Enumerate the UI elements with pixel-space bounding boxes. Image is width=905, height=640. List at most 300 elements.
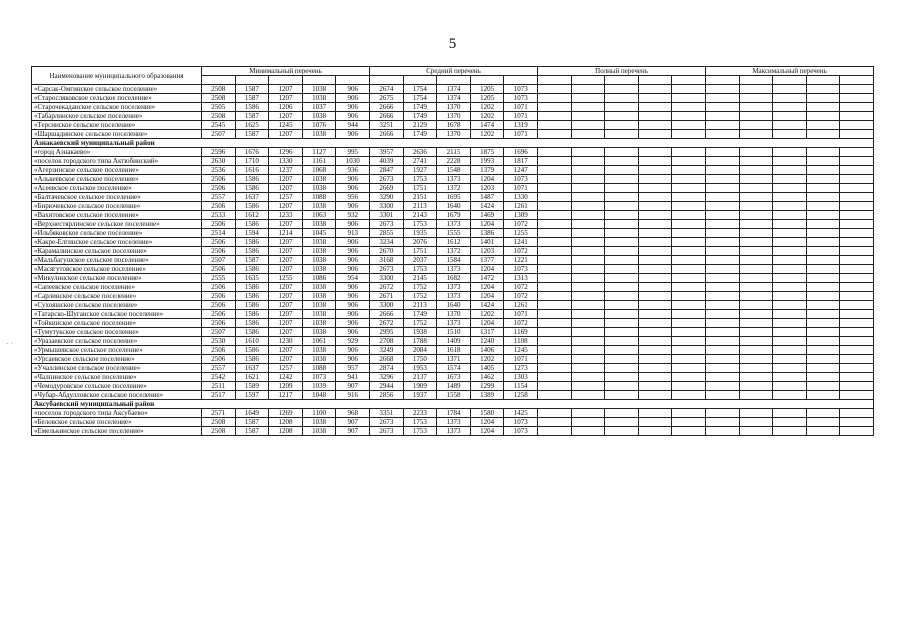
value-cell: 1752: [403, 283, 437, 292]
value-cell: [706, 166, 740, 175]
value-cell: 1695: [437, 193, 471, 202]
value-cell: [672, 103, 706, 112]
value-cell: [538, 373, 572, 382]
value-cell: [538, 202, 572, 211]
value-cell: 1586: [235, 103, 269, 112]
value-cell: [806, 202, 840, 211]
value-cell: [605, 337, 639, 346]
value-cell: [840, 211, 874, 220]
value-cell: 1389: [470, 391, 504, 400]
value-cell: 1377: [470, 256, 504, 265]
value-cell: [806, 211, 840, 220]
value-cell: 2675: [370, 94, 404, 103]
value-cell: 907: [336, 382, 370, 391]
value-cell: 906: [336, 202, 370, 211]
value-cell: 1462: [470, 373, 504, 382]
value-cell: 1753: [403, 265, 437, 274]
value-cell: [672, 166, 706, 175]
value-cell: 1749: [403, 112, 437, 121]
value-cell: 1073: [504, 94, 538, 103]
value-cell: 906: [336, 310, 370, 319]
value-cell: [605, 247, 639, 256]
value-cell: 1370: [437, 103, 471, 112]
value-cell: [706, 184, 740, 193]
subcolumn-header: [269, 76, 303, 85]
value-cell: 1386: [470, 229, 504, 238]
value-cell: [672, 265, 706, 274]
value-cell: [605, 373, 639, 382]
value-cell: 1073: [504, 427, 538, 436]
value-cell: 2506: [202, 202, 236, 211]
municipality-name: «Агерзинское сельское поселение»: [32, 166, 202, 175]
value-cell: [773, 319, 807, 328]
value-cell: 2506: [202, 310, 236, 319]
value-cell: 2533: [202, 211, 236, 220]
value-cell: [672, 418, 706, 427]
value-cell: [571, 427, 605, 436]
municipality-name: «Какре-Елгинское сельское поселение»: [32, 238, 202, 247]
value-cell: 1610: [235, 337, 269, 346]
table-row: [32, 346, 874, 355]
value-cell: [840, 166, 874, 175]
value-cell: 1370: [437, 310, 471, 319]
value-cell: 1637: [235, 193, 269, 202]
subcolumn-header: [571, 76, 605, 85]
value-cell: [773, 274, 807, 283]
value-cell: [773, 364, 807, 373]
value-cell: 1753: [403, 427, 437, 436]
municipality-name: «Табарлинское сельское поселение»: [32, 112, 202, 121]
value-cell: [706, 265, 740, 274]
value-cell: 1204: [470, 265, 504, 274]
value-cell: 1207: [269, 85, 303, 94]
value-cell: [706, 193, 740, 202]
value-cell: [840, 202, 874, 211]
value-cell: 2506: [202, 247, 236, 256]
value-cell: 1038: [302, 220, 336, 229]
subcolumn-header: [739, 76, 773, 85]
value-cell: [571, 301, 605, 310]
value-cell: [571, 229, 605, 238]
value-cell: [638, 301, 672, 310]
value-cell: [773, 337, 807, 346]
table-row: [32, 175, 874, 184]
value-cell: 2557: [202, 364, 236, 373]
value-cell: 1088: [302, 193, 336, 202]
municipality-name: «Чалпинское сельское поселение»: [32, 373, 202, 382]
value-cell: [706, 229, 740, 238]
value-cell: 2672: [370, 319, 404, 328]
value-cell: 1749: [403, 310, 437, 319]
value-cell: 2076: [403, 238, 437, 247]
value-cell: 2517: [202, 391, 236, 400]
value-cell: [773, 211, 807, 220]
value-cell: 954: [336, 274, 370, 283]
value-cell: 941: [336, 373, 370, 382]
value-cell: [605, 211, 639, 220]
value-cell: [773, 427, 807, 436]
value-cell: [706, 103, 740, 112]
value-cell: 907: [336, 418, 370, 427]
value-cell: [739, 94, 773, 103]
value-cell: 1586: [235, 184, 269, 193]
value-cell: [706, 112, 740, 121]
value-cell: [840, 337, 874, 346]
value-cell: 1752: [403, 292, 437, 301]
value-cell: 1038: [302, 130, 336, 139]
table-row: [32, 265, 874, 274]
value-cell: [538, 148, 572, 157]
value-cell: 1204: [470, 319, 504, 328]
value-cell: [672, 193, 706, 202]
value-cell: 1749: [403, 130, 437, 139]
value-cell: 1586: [235, 346, 269, 355]
value-cell: 1038: [302, 319, 336, 328]
value-cell: 1587: [235, 130, 269, 139]
value-cell: [806, 238, 840, 247]
table-row: [32, 211, 874, 220]
value-cell: [605, 103, 639, 112]
value-cell: 1108: [504, 337, 538, 346]
value-cell: 1586: [235, 283, 269, 292]
value-cell: 1753: [403, 220, 437, 229]
value-cell: 1374: [437, 85, 471, 94]
value-cell: [538, 283, 572, 292]
value-cell: 1038: [302, 418, 336, 427]
value-cell: [638, 238, 672, 247]
subcolumn-header: [840, 76, 874, 85]
value-cell: [638, 373, 672, 382]
value-cell: [638, 364, 672, 373]
value-cell: [605, 193, 639, 202]
value-cell: [806, 283, 840, 292]
value-cell: [638, 256, 672, 265]
value-cell: 2673: [370, 265, 404, 274]
value-cell: [571, 211, 605, 220]
value-cell: [806, 247, 840, 256]
value-cell: 2847: [370, 166, 404, 175]
value-cell: [571, 355, 605, 364]
value-cell: 906: [336, 220, 370, 229]
value-cell: [773, 256, 807, 265]
value-cell: 1319: [504, 121, 538, 130]
value-cell: 1154: [504, 382, 538, 391]
value-cell: [605, 418, 639, 427]
value-cell: [773, 175, 807, 184]
value-cell: 3234: [370, 238, 404, 247]
value-cell: [672, 247, 706, 256]
value-cell: [638, 229, 672, 238]
value-cell: 3249: [370, 346, 404, 355]
value-cell: 2113: [403, 301, 437, 310]
value-cell: [773, 121, 807, 130]
value-cell: 1205: [470, 94, 504, 103]
value-cell: 1071: [504, 112, 538, 121]
value-cell: [672, 328, 706, 337]
municipality-name: «Ильбяковское сельское поселение»: [32, 229, 202, 238]
value-cell: [706, 310, 740, 319]
value-cell: 1203: [470, 184, 504, 193]
value-cell: 2084: [403, 346, 437, 355]
value-cell: 2557: [202, 193, 236, 202]
value-cell: 3290: [370, 193, 404, 202]
value-cell: [840, 427, 874, 436]
value-cell: 1938: [403, 328, 437, 337]
value-cell: [739, 238, 773, 247]
value-cell: 1373: [437, 427, 471, 436]
municipality-name: «Сарлинское сельское поселение»: [32, 292, 202, 301]
value-cell: 1678: [437, 121, 471, 130]
value-cell: 1071: [504, 184, 538, 193]
value-cell: [739, 292, 773, 301]
value-cell: [672, 202, 706, 211]
table-row: [32, 337, 874, 346]
table-row: [32, 355, 874, 364]
value-cell: [773, 148, 807, 157]
value-cell: [840, 391, 874, 400]
value-cell: 1510: [437, 328, 471, 337]
value-cell: [638, 319, 672, 328]
value-cell: [605, 220, 639, 229]
value-cell: 1817: [504, 157, 538, 166]
value-cell: 2668: [370, 355, 404, 364]
value-cell: [672, 292, 706, 301]
value-cell: 1088: [302, 364, 336, 373]
value-cell: 906: [336, 283, 370, 292]
value-cell: [638, 121, 672, 130]
value-cell: [538, 229, 572, 238]
value-cell: [840, 112, 874, 121]
value-cell: [571, 373, 605, 382]
value-cell: 1207: [269, 319, 303, 328]
value-cell: [538, 409, 572, 418]
value-cell: [571, 148, 605, 157]
value-cell: 906: [336, 184, 370, 193]
value-cell: [840, 355, 874, 364]
table-row: [32, 310, 874, 319]
value-cell: [605, 157, 639, 166]
municipality-name: «Бирючевское сельское поселение»: [32, 202, 202, 211]
district-name: Азнакаевский муниципальный район: [32, 139, 874, 148]
value-cell: 1586: [235, 355, 269, 364]
value-cell: 1061: [302, 337, 336, 346]
value-cell: [739, 274, 773, 283]
value-cell: 2506: [202, 319, 236, 328]
value-cell: 1330: [269, 157, 303, 166]
value-cell: 1202: [470, 310, 504, 319]
value-cell: [538, 166, 572, 175]
value-cell: [840, 238, 874, 247]
value-cell: 1937: [403, 391, 437, 400]
value-cell: [638, 382, 672, 391]
value-cell: 1258: [504, 391, 538, 400]
value-cell: [739, 112, 773, 121]
value-cell: 1580: [470, 409, 504, 418]
value-cell: 1072: [504, 283, 538, 292]
value-cell: 1208: [269, 418, 303, 427]
value-cell: 1207: [269, 112, 303, 121]
value-cell: 2233: [403, 409, 437, 418]
value-cell: 1072: [504, 247, 538, 256]
value-cell: [806, 274, 840, 283]
municipality-name: «Урсаевское сельское поселение»: [32, 355, 202, 364]
value-cell: [538, 247, 572, 256]
value-cell: [806, 130, 840, 139]
value-cell: 1038: [302, 301, 336, 310]
value-cell: [571, 85, 605, 94]
value-cell: [773, 382, 807, 391]
value-cell: 1241: [504, 238, 538, 247]
value-cell: [840, 346, 874, 355]
value-cell: 1487: [470, 193, 504, 202]
value-cell: [605, 283, 639, 292]
value-cell: 906: [336, 238, 370, 247]
value-cell: 1309: [504, 211, 538, 220]
value-cell: [706, 220, 740, 229]
value-cell: 1038: [302, 94, 336, 103]
value-cell: 2542: [202, 373, 236, 382]
table-row: [32, 103, 874, 112]
value-cell: 1169: [504, 328, 538, 337]
value-cell: 1221: [504, 256, 538, 265]
table-row: [32, 292, 874, 301]
value-cell: [739, 391, 773, 400]
value-cell: 1372: [437, 247, 471, 256]
value-cell: 1247: [504, 166, 538, 175]
table-row: [32, 301, 874, 310]
value-cell: [806, 121, 840, 130]
value-cell: [739, 418, 773, 427]
value-cell: 1071: [504, 355, 538, 364]
value-cell: [706, 427, 740, 436]
value-cell: [739, 148, 773, 157]
value-cell: [806, 148, 840, 157]
value-cell: 1204: [470, 220, 504, 229]
value-cell: 1299: [470, 382, 504, 391]
value-cell: [538, 301, 572, 310]
value-cell: [773, 265, 807, 274]
value-cell: 2995: [370, 328, 404, 337]
value-cell: [739, 328, 773, 337]
value-cell: [538, 274, 572, 283]
value-cell: 1586: [235, 238, 269, 247]
value-cell: 1207: [269, 355, 303, 364]
value-cell: [773, 238, 807, 247]
municipality-name: «Старосляковское сельское поселение»: [32, 94, 202, 103]
value-cell: [840, 247, 874, 256]
value-cell: 1935: [403, 229, 437, 238]
subcolumn-header: [773, 76, 807, 85]
value-cell: [571, 112, 605, 121]
value-cell: [672, 148, 706, 157]
value-cell: 1676: [235, 148, 269, 157]
value-cell: [840, 418, 874, 427]
value-cell: 1584: [437, 256, 471, 265]
value-cell: 1753: [403, 418, 437, 427]
value-cell: [672, 94, 706, 103]
value-cell: [706, 121, 740, 130]
value-cell: 3351: [370, 409, 404, 418]
value-cell: 1038: [302, 202, 336, 211]
value-cell: [706, 382, 740, 391]
value-cell: 3301: [370, 211, 404, 220]
subcolumn-header: [403, 76, 437, 85]
value-cell: 2673: [370, 220, 404, 229]
value-cell: [638, 346, 672, 355]
value-cell: 1072: [504, 319, 538, 328]
value-cell: [806, 265, 840, 274]
value-cell: [706, 256, 740, 265]
value-cell: [605, 409, 639, 418]
value-cell: 1038: [302, 265, 336, 274]
value-cell: 1750: [403, 355, 437, 364]
value-cell: [706, 418, 740, 427]
municipality-name: «Карамалинское сельское поселение»: [32, 247, 202, 256]
value-cell: [672, 211, 706, 220]
value-cell: 932: [336, 211, 370, 220]
table-row: [32, 229, 874, 238]
value-cell: 1401: [470, 238, 504, 247]
table-row: [32, 193, 874, 202]
value-cell: [605, 229, 639, 238]
value-cell: [571, 364, 605, 373]
value-cell: 1161: [302, 157, 336, 166]
value-cell: [672, 310, 706, 319]
value-cell: 1237: [269, 166, 303, 175]
value-cell: [538, 211, 572, 220]
value-cell: 1038: [302, 355, 336, 364]
value-cell: [806, 112, 840, 121]
value-cell: 1255: [269, 274, 303, 283]
value-cell: [806, 310, 840, 319]
value-cell: 906: [336, 94, 370, 103]
value-cell: [571, 382, 605, 391]
municipality-name: «Асеевское сельское поселение»: [32, 184, 202, 193]
value-cell: 1586: [235, 175, 269, 184]
subcolumn-header: [504, 76, 538, 85]
value-cell: [773, 157, 807, 166]
value-cell: [605, 94, 639, 103]
margin-mark: ‐ ·: [6, 339, 14, 348]
value-cell: [806, 193, 840, 202]
value-cell: 1469: [470, 211, 504, 220]
value-cell: [538, 328, 572, 337]
value-cell: 907: [336, 427, 370, 436]
value-cell: 1612: [235, 211, 269, 220]
value-cell: 1071: [504, 310, 538, 319]
value-cell: 2571: [202, 409, 236, 418]
value-cell: 1230: [269, 337, 303, 346]
value-cell: 1072: [504, 220, 538, 229]
municipality-name: «Чемодуровское сельское поселение»: [32, 382, 202, 391]
value-cell: [739, 301, 773, 310]
municipality-name: «Сапеевское сельское поселение»: [32, 283, 202, 292]
value-cell: 1373: [437, 265, 471, 274]
value-cell: 1371: [437, 355, 471, 364]
value-cell: 1045: [302, 229, 336, 238]
value-cell: 1405: [470, 364, 504, 373]
value-cell: 906: [336, 256, 370, 265]
page-number: 5: [448, 36, 457, 52]
value-cell: [672, 220, 706, 229]
value-cell: 1214: [269, 229, 303, 238]
value-cell: 2506: [202, 265, 236, 274]
value-cell: 1202: [470, 103, 504, 112]
value-cell: 1207: [269, 292, 303, 301]
value-cell: 1953: [403, 364, 437, 373]
table-row: [32, 184, 874, 193]
subcolumn-header: [605, 76, 639, 85]
